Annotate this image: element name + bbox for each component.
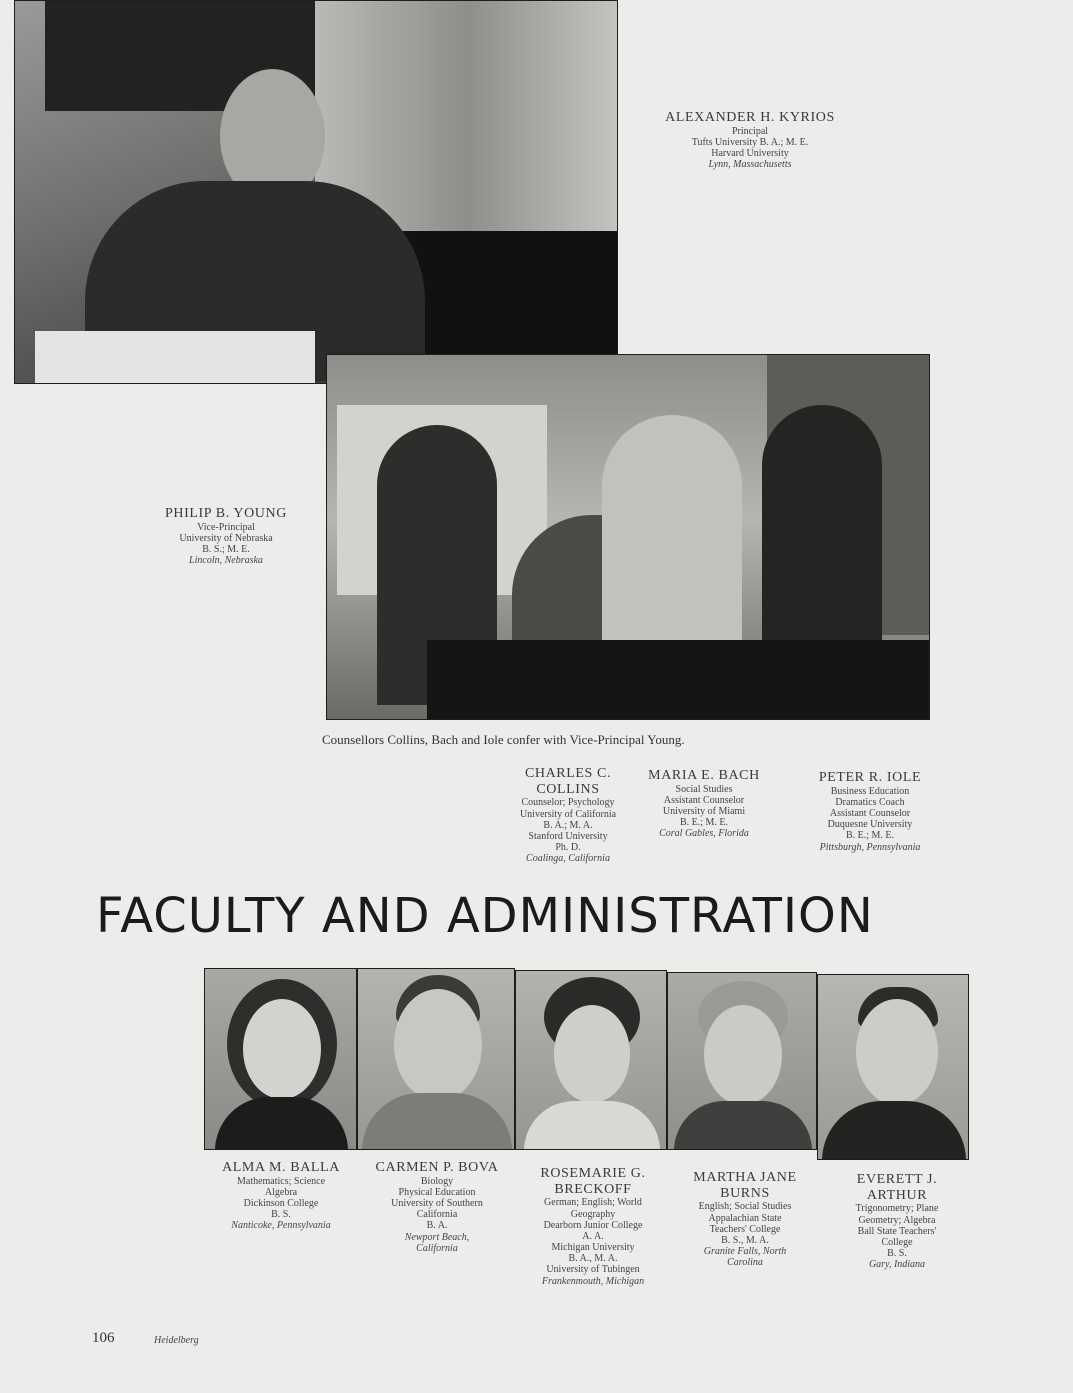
faculty-place: Gary, Indiana (868, 1259, 926, 1271)
principal-caption (640, 110, 860, 170)
principal-line: Tufts University B. A.; M. E. (691, 136, 809, 148)
vice-principal-line: Vice-Principal (197, 521, 255, 533)
counselor-caption (790, 770, 950, 853)
counselor-line: Business Education (830, 785, 910, 797)
faculty-line: B. S. (271, 1209, 291, 1221)
vice-principal-line: University of Nebraska (179, 532, 273, 544)
faculty-portrait (357, 968, 515, 1150)
counselor-line: B. E.; M. E. (679, 817, 729, 829)
vice-principal-name: PHILIP B. YOUNG (165, 506, 287, 521)
faculty-line: Geography (570, 1208, 616, 1220)
publication-name: Heidelberg (154, 1335, 199, 1346)
faculty-caption (670, 1170, 820, 1268)
person-woman (602, 415, 742, 645)
faculty-line: Michigan University (551, 1242, 635, 1254)
faculty-caption (206, 1160, 356, 1232)
faculty-place: Granite Falls, North Carolina (703, 1246, 787, 1269)
faculty-name: CARMEN P. BOVA (375, 1160, 499, 1175)
vice-principal-caption (136, 506, 316, 566)
portrait-face (243, 999, 321, 1099)
portrait-body (822, 1101, 966, 1160)
faculty-line: Teachers' College (709, 1223, 781, 1235)
principal-photo (14, 0, 618, 384)
group-photo (326, 354, 930, 720)
counselor-line: Dramatics Coach (835, 796, 905, 808)
vice-principal-place: Lincoln, Nebraska (189, 555, 263, 567)
counselor-line: University of Miami (662, 806, 746, 818)
counselor-name: MARIA E. BACH (648, 768, 760, 783)
faculty-name: EVERETT J. ARTHUR (856, 1172, 938, 1203)
portrait-face (704, 1005, 782, 1105)
faculty-name: MARTHA JANE BURNS (693, 1170, 797, 1201)
faculty-name: ALMA M. BALLA (222, 1160, 340, 1175)
counselor-place: Coalinga, California (526, 853, 610, 865)
faculty-line: University of Southern (391, 1198, 483, 1210)
page-number: 106 (92, 1330, 115, 1346)
faculty-place: Nanticoke, Pennsylvania (231, 1220, 331, 1232)
counselor-line: Counselor; Psychology (521, 797, 615, 809)
counselor-caption (646, 768, 762, 840)
faculty-line: German; English; World (544, 1197, 642, 1209)
counselor-name: CHARLES C. COLLINS (524, 766, 612, 797)
faculty-portrait (817, 974, 969, 1160)
counselor-line: Assistant Counselor (663, 794, 745, 806)
faculty-line: Dearborn Junior College (543, 1219, 643, 1231)
faculty-line: B. A. (426, 1220, 448, 1232)
table (427, 640, 930, 720)
faculty-place: Frankenmouth, Michigan (541, 1275, 645, 1287)
faculty-place: Newport Beach, California (404, 1231, 470, 1254)
counselor-place: Coral Gables, Florida (659, 828, 749, 840)
faculty-line: B. S. (887, 1248, 907, 1260)
principal-line: Harvard University (711, 148, 789, 160)
page-heading: FACULTY AND ADMINISTRATION (96, 888, 874, 944)
faculty-line: California (416, 1209, 458, 1221)
faculty-portrait (667, 972, 817, 1150)
faculty-line: Mathematics; Science (236, 1175, 326, 1187)
faculty-line: B. A., M. A. (568, 1253, 618, 1265)
faculty-name: ROSEMARIE G. BRECKOFF (540, 1166, 646, 1197)
faculty-line: Algebra (264, 1186, 298, 1198)
principal-place: Lynn, Massachusetts (708, 159, 792, 171)
faculty-caption (362, 1160, 512, 1254)
faculty-line: Trigonometry; Plane (855, 1203, 939, 1215)
portrait-face (394, 989, 482, 1101)
faculty-line: Appalachian State (708, 1212, 782, 1224)
faculty-line: A. A. (582, 1230, 604, 1242)
faculty-line: Geometry; Algebra (858, 1214, 936, 1226)
portrait-body (215, 1097, 348, 1150)
portrait-body (674, 1101, 812, 1150)
faculty-line: College (881, 1236, 913, 1248)
faculty-caption (518, 1166, 668, 1287)
principal-name: ALEXANDER H. KYRIOS (665, 110, 835, 125)
counselor-line: B. E.; M. E. (845, 830, 895, 842)
faculty-line: English; Social Studies (698, 1201, 792, 1213)
vice-principal-line: B. S.; M. E. (202, 544, 250, 556)
faculty-line: Biology (420, 1175, 454, 1187)
counselor-name: PETER R. IOLE (818, 770, 922, 785)
portrait-face (554, 1005, 630, 1103)
counselor-caption (498, 766, 638, 864)
counselor-line: B. A.; M. A. (543, 819, 593, 831)
counselor-line: Duquesne University (827, 819, 913, 831)
faculty-line: Ball State Teachers' (857, 1225, 937, 1237)
counselor-line: University of California (519, 808, 617, 820)
faculty-line: B. S., M. A. (721, 1234, 769, 1246)
principal-line: Principal (731, 125, 769, 137)
counselor-line: Ph. D. (555, 842, 581, 854)
counselor-place: Pittsburgh, Pennsylvania (819, 841, 921, 853)
person-standing-right (762, 405, 882, 675)
portrait-body (362, 1093, 512, 1150)
faculty-portrait (204, 968, 357, 1150)
faculty-line: Dickinson College (243, 1198, 319, 1210)
portrait-body (524, 1101, 660, 1150)
group-caption: Counsellors Collins, Bach and Iole confer with Vice-Principal Young. (322, 732, 685, 747)
faculty-portrait (515, 970, 667, 1150)
counselor-line: Social Studies (675, 783, 733, 795)
paper (35, 331, 315, 384)
counselor-line: Assistant Counselor (829, 808, 911, 820)
portrait-face (856, 999, 938, 1105)
faculty-line: Physical Education (398, 1186, 476, 1198)
counselor-line: Stanford University (528, 830, 608, 842)
faculty-caption (822, 1172, 972, 1270)
faculty-line: University of Tubingen (546, 1264, 640, 1276)
